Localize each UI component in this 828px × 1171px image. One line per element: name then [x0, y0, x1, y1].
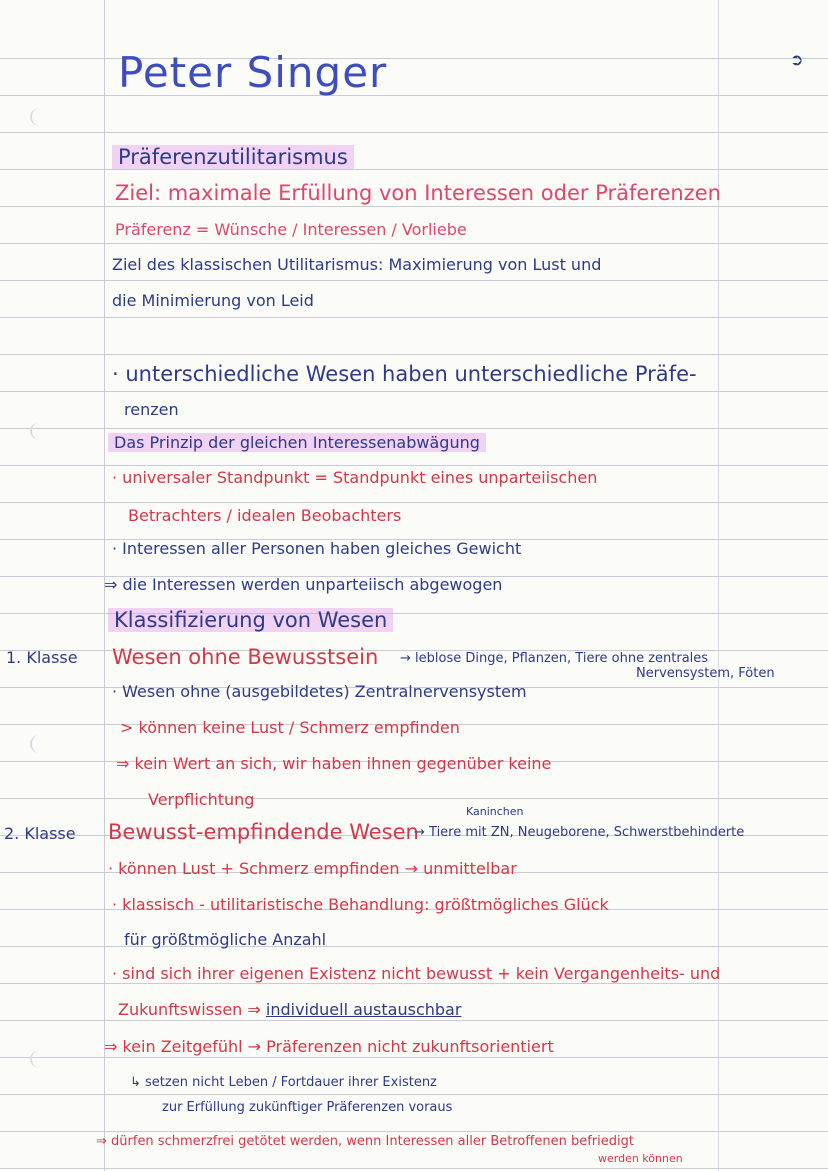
- class-label-2: 2. Klasse: [4, 824, 76, 843]
- sub-bullet: zur Erfüllung zukünftiger Präferenzen voraus: [162, 1100, 453, 1115]
- bullet-text: Betrachters / idealen Beobachters: [128, 506, 402, 525]
- class-label-1: 1. Klasse: [6, 648, 78, 667]
- bullet-text: > können keine Lust / Schmerz empfinden: [120, 718, 460, 737]
- small-note: Kaninchen: [466, 805, 524, 818]
- bullet-text: · universaler Standpunkt = Standpunkt eines unparteiischen: [112, 468, 598, 487]
- bullet-text: · Interessen aller Personen haben gleiches Gewicht: [112, 539, 522, 558]
- class-note-2: → Tiere mit ZN, Neugeborene, Schwerstbehinderte: [414, 825, 745, 840]
- class-note-1b: Nervensystem, Föten: [636, 666, 775, 681]
- conclusion-line: ⇒ die Interessen werden unparteiisch abgewogen: [104, 575, 503, 594]
- heading-klassifizierung: Klassifizierung von Wesen: [108, 610, 393, 631]
- bullet-text: renzen: [124, 400, 179, 419]
- bullet-text: ⇒ kein Wert an sich, wir haben ihnen gegenüber keine: [116, 754, 552, 773]
- bullet-text: · Wesen ohne (ausgebildetes) Zentralnervensystem: [112, 682, 527, 701]
- heading-prinzip: Das Prinzip der gleichen Interessenabwägung: [108, 435, 486, 451]
- klassisch-line-1: Ziel des klassischen Utilitarismus: Maximierung von Lust und: [112, 255, 602, 274]
- bullet-text: für größtmögliche Anzahl: [124, 930, 327, 949]
- conclusion-line: ⇒ kein Zeitgefühl → Präferenzen nicht zukunftsorientiert: [104, 1037, 554, 1056]
- definition-line: Präferenz = Wünsche / Interessen / Vorliebe: [115, 220, 467, 239]
- heading-praeferenz: Präferenzutilitarismus: [112, 147, 354, 168]
- bullet-text: · unterschiedliche Wesen haben unterschiedliche Präfe-: [112, 362, 697, 386]
- class-title-1: Wesen ohne Bewusstsein: [112, 645, 379, 669]
- bullet-text: Verpflichtung: [148, 790, 255, 809]
- punch-hole: [30, 422, 50, 440]
- ziel-line: Ziel: maximale Erfüllung von Interessen oder Präferenzen: [115, 181, 721, 205]
- punch-hole: [30, 1050, 50, 1068]
- punch-hole: [30, 108, 50, 126]
- bullet-text: Zukunftswissen ⇒ individuell austauschbar: [118, 1000, 462, 1019]
- right-margin-line: [718, 0, 719, 1171]
- conclusion-line: ⇒ dürfen schmerzfrei getötet werden, wenn Interessen aller Betroffenen befriedigt: [96, 1134, 634, 1149]
- bullet-text: · klassisch - utilitaristische Behandlung: größtmögliches Glück: [112, 895, 609, 914]
- sub-bullet: ↳ setzen nicht Leben / Fortdauer ihrer Existenz: [130, 1075, 437, 1090]
- arrow-icon: ➲: [790, 50, 804, 69]
- page-title: Peter Singer: [118, 48, 388, 97]
- small-note: werden können: [598, 1152, 683, 1165]
- class-note-1: → leblose Dinge, Pflanzen, Tiere ohne zentrales: [400, 651, 709, 666]
- bullet-text: · können Lust + Schmerz empfinden → unmittelbar: [108, 859, 517, 878]
- punch-hole: [30, 735, 50, 753]
- class-title-2: Bewusst-empfindende Wesen: [108, 820, 419, 844]
- klassisch-line-2: die Minimierung von Leid: [112, 291, 314, 310]
- bullet-text: · sind sich ihrer eigenen Existenz nicht bewusst + kein Vergangenheits- und: [112, 964, 721, 983]
